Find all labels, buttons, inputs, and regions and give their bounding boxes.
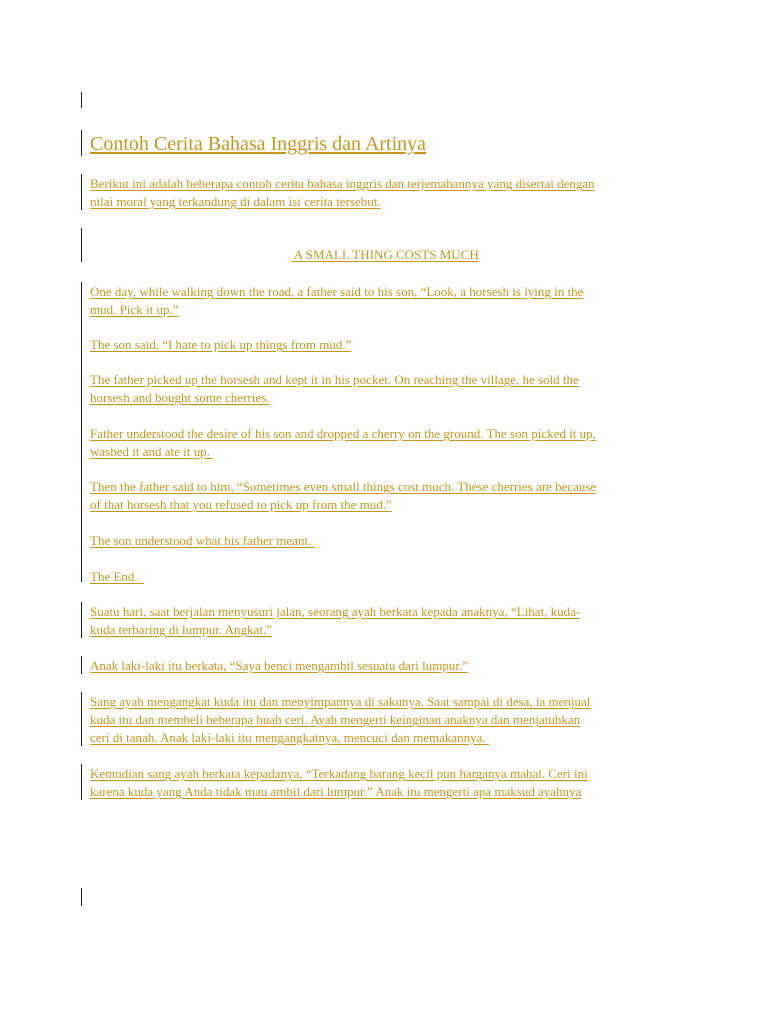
paragraph-line: Father understood the desire of his son and dropped a cherry on the ground. The son picked it up, [90,426,596,441]
english-paragraph [90,568,690,586]
indonesian-paragraph [90,657,690,675]
indonesian-paragraph [90,693,690,747]
english-paragraph [90,336,690,354]
paragraph-line: Sang ayah mengangkat kuda itu dan menyimpannya di sakunya. Saat sampai di desa, ia menjual [90,694,591,709]
paragraph-line: Then the father said to him, “Sometimes even small things cost much. These cherries are because [90,479,597,494]
page-title-block [90,131,690,157]
paragraph-line: Kemudian sang ayah berkata kepadanya, “Terkadang barang kecil pun harganya mahal. Ceri ini [90,766,588,781]
paragraph-line: The son said, “I hate to pick up things from mud.” [90,337,352,352]
page-title: Contoh Cerita Bahasa Inggris dan Artinya [90,133,427,155]
paragraph-line: One day, while walking down the road, a father said to his son, “Look, a horsesh is lying in the [90,284,584,299]
change-bar [81,656,82,674]
change-bar [81,174,82,210]
indonesian-paragraph [90,765,690,801]
paragraph-line: Suatu hari, saat berjalan menyusuri jalan, seorang ayah berkata kepada anaknya, “Lihat, kuda- [90,604,581,619]
english-paragraph [90,283,690,319]
change-bar [81,888,82,906]
english-paragraph [90,425,690,461]
paragraph-line: The father picked up the horsesh and kept it in his pocket. On reaching the village, he sold the [90,372,579,387]
change-bar [81,92,82,108]
change-bar [81,764,82,800]
paragraph-line: The son understood what his father meant. [90,533,315,548]
change-bar [81,282,82,582]
paragraph-line: ceri di tanah. Anak laki-laki itu mengangkatnya, mencuci dan memakannya. [90,730,489,745]
paragraph-line: Anak laki-laki itu berkata, “Saya benci mengambil sesuatu dari lumpur.” [90,658,468,673]
intro-line: nilai moral yang terkandung di dalam isi cerita tersebut. [90,194,381,209]
change-bar [81,130,82,156]
paragraph-line: mud. Pick it up.” [90,302,179,317]
paragraph-line: karena kuda yang Anda tidak mau ambil dari lumpur.” Anak itu mengerti apa maksud ayahnya [90,784,582,799]
paragraph-line: of that horsesh that you refused to pick up from the mud.” [90,497,392,512]
intro-line: Berikut ini adalah beberapa contoh cerita bahasa inggris dan terjemahannya yang disertai dengan [90,176,595,191]
change-bar [81,228,82,262]
story-title-text: A SMALL THING COSTS MUCH [291,247,479,262]
paragraph-line: kuda terbaring di lumpur. Angkat.” [90,622,272,637]
indonesian-paragraph [90,603,690,639]
change-bar [81,602,82,638]
paragraph-line: kuda itu dan membeli beberapa buah ceri. Ayah mengerti keinginan anaknya dan menjatuhkan [90,712,581,727]
paragraph-line: horsesh and bought some cherries. [90,390,270,405]
english-paragraph [90,371,690,407]
paragraph-line: washed it and ate it up. [90,444,214,459]
english-paragraph [90,478,690,514]
paragraph-line: The End. [90,569,145,584]
story-title [90,246,680,264]
english-paragraph [90,532,690,550]
intro-paragraph [90,175,690,211]
change-bar [81,692,82,746]
